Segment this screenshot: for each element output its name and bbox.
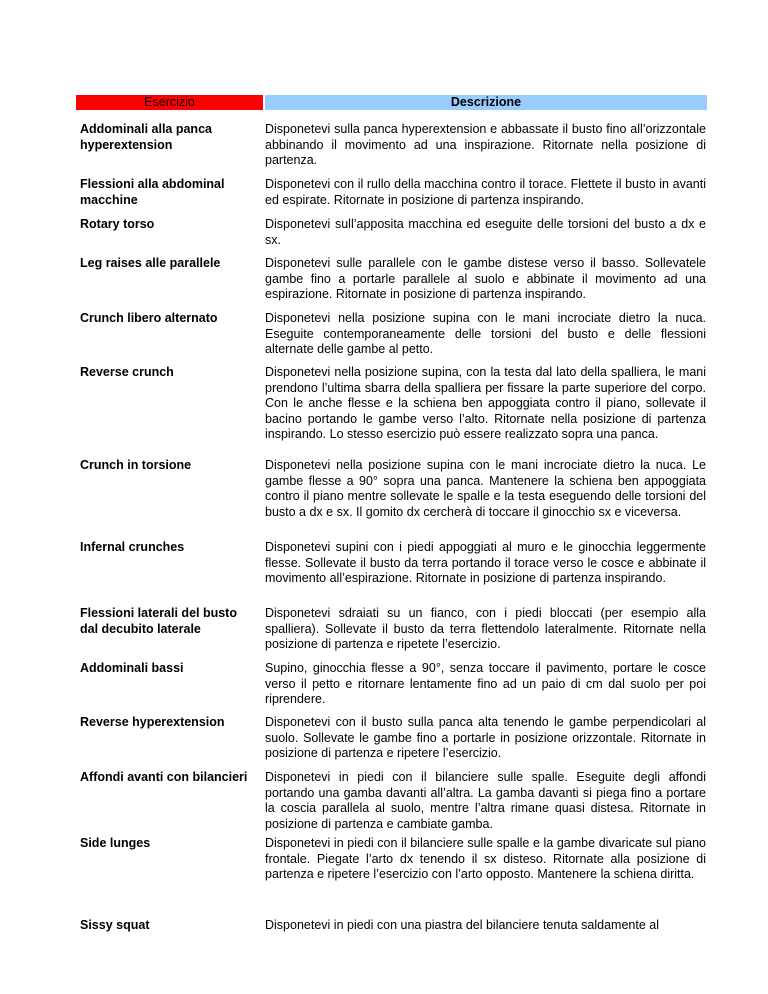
exercise-name: Reverse hyperextension — [80, 715, 225, 729]
exercise-name: Crunch libero alternato — [80, 311, 218, 325]
exercise-description: Supino, ginocchia flesse a 90°, senza toccare il pavimento, portare le cosce verso il petto e ritornare lentamente fino ad un paio di cm dal suolo per poi riprendere. — [265, 661, 706, 707]
exercise-description: Disponetevi con il busto sulla panca alta tenendo le gambe perpendicolari al suolo. Sollevate le gambe fino a portarle in posizione orizzontale. Ritornate in posizione di partenza e ripetere l’esercizio. — [265, 715, 706, 761]
exercise-description: Disponetevi sdraiati su un fianco, con i piedi bloccati (per esempio alla spalliera). Sollevate il busto da terra flettendolo lateralmente. Ritornate nella posizione di partenza e ripetete l’esercizio. — [265, 606, 706, 652]
header-description: Descrizione — [265, 95, 707, 110]
exercise-name: Infernal crunches — [80, 540, 185, 554]
exercise-description: Disponetevi in piedi con il bilanciere sulle spalle e la gambe divaricate sul piano frontale. Piegate l’arto dx tenendo il sx disteso. Ritornate alla posizione di partenza e ripetere l’esercizio con l’arto opposto. Mantenere la schiena diritta. — [265, 836, 706, 882]
exercise-name: Leg raises alle parallele — [80, 256, 221, 270]
exercise-description: Disponetevi in piedi con una piastra del bilanciere tenuta saldamente al — [265, 918, 660, 932]
exercise-description: Disponetevi nella posizione supina con le mani incrociate dietro la nuca. Eseguite contemporaneamente delle torsioni del busto e delle flessioni alternate delle gambe al petto. — [265, 311, 706, 357]
exercise-description: Disponetevi sull’apposita macchina ed eseguite delle torsioni del busto a dx e sx. — [265, 217, 706, 247]
exercise-description: Disponetevi sulle parallele con le gambe distese verso il basso. Sollevatele gambe fino a portarle parallele al suolo e abbinate il movimento ad una espirazione. Ritornate in posizione di partenza inspirando. — [265, 256, 706, 302]
exercise-name: Addominali bassi — [80, 661, 184, 675]
exercise-name: Sissy squat — [80, 918, 150, 932]
exercise-name: Rotary torso — [80, 217, 155, 231]
exercise-name: Addominali alla panca hyperextension — [80, 122, 212, 152]
exercise-name: Crunch in torsione — [80, 458, 192, 472]
exercise-description: Disponetevi nella posizione supina con le mani incrociate dietro la nuca. Le gambe flesse a 90° sopra una panca. Mantenere la schiena ben appoggiata contro il piano mentre sollevate le spalle e la testa eseguendo delle torsioni del busto a dx e sx. Il gomito dx cercherà di toccare il ginocchio sx e viceversa. — [265, 458, 706, 519]
exercise-description: Disponetevi sulla panca hyperextension e abbassate il busto fino all’orizzontale abbinando il movimento ad una inspirazione. Ritornate nella posizione di partenza. — [265, 122, 706, 168]
exercise-description: Disponetevi con il rullo della macchina contro il torace. Flettete il busto in avanti ed espirate. Ritornate in posizione di partenza inspirando. — [265, 177, 706, 207]
exercise-description: Disponetevi nella posizione supina, con la testa dal lato della spalliera, le mani prendono l’ultima sbarra della spalliera per fissare la parte superiore del corpo. Con le anche flesse e la schiena ben appoggiata contro il piano, sollevate il bacino portando le gambe verso l’alto. Ritornate nella posizione di partenza inspirando. Lo stesso esercizio può essere realizzato sopra una panca. — [265, 365, 706, 442]
exercise-name: Side lunges — [80, 836, 151, 850]
exercise-name: Flessioni laterali del busto dal decubito laterale — [80, 606, 237, 636]
exercise-name: Affondi avanti con bilancieri — [80, 770, 248, 784]
exercise-description: Disponetevi in piedi con il bilanciere sulle spalle. Eseguite degli affondi portando una gamba davanti all’altra. La gamba davanti si piega fino a portare la coscia parallela al suolo, mentre l’altra rimane quasi distesa. Ritornate in posizione di partenza e cambiate gamba. — [265, 770, 706, 831]
exercise-name: Flessioni alla abdominal macchine — [80, 177, 225, 207]
exercise-name: Reverse crunch — [80, 365, 174, 379]
header-exercise: Esercizio — [76, 95, 263, 110]
exercise-description: Disponetevi supini con i piedi appoggiati al muro e le ginocchia leggermente flesse. Sollevate il busto da terra portando il torace verso le cosce e abbinate il movimento all’espirazione. Ritornate in posizione di partenza inspirando. — [265, 540, 706, 586]
